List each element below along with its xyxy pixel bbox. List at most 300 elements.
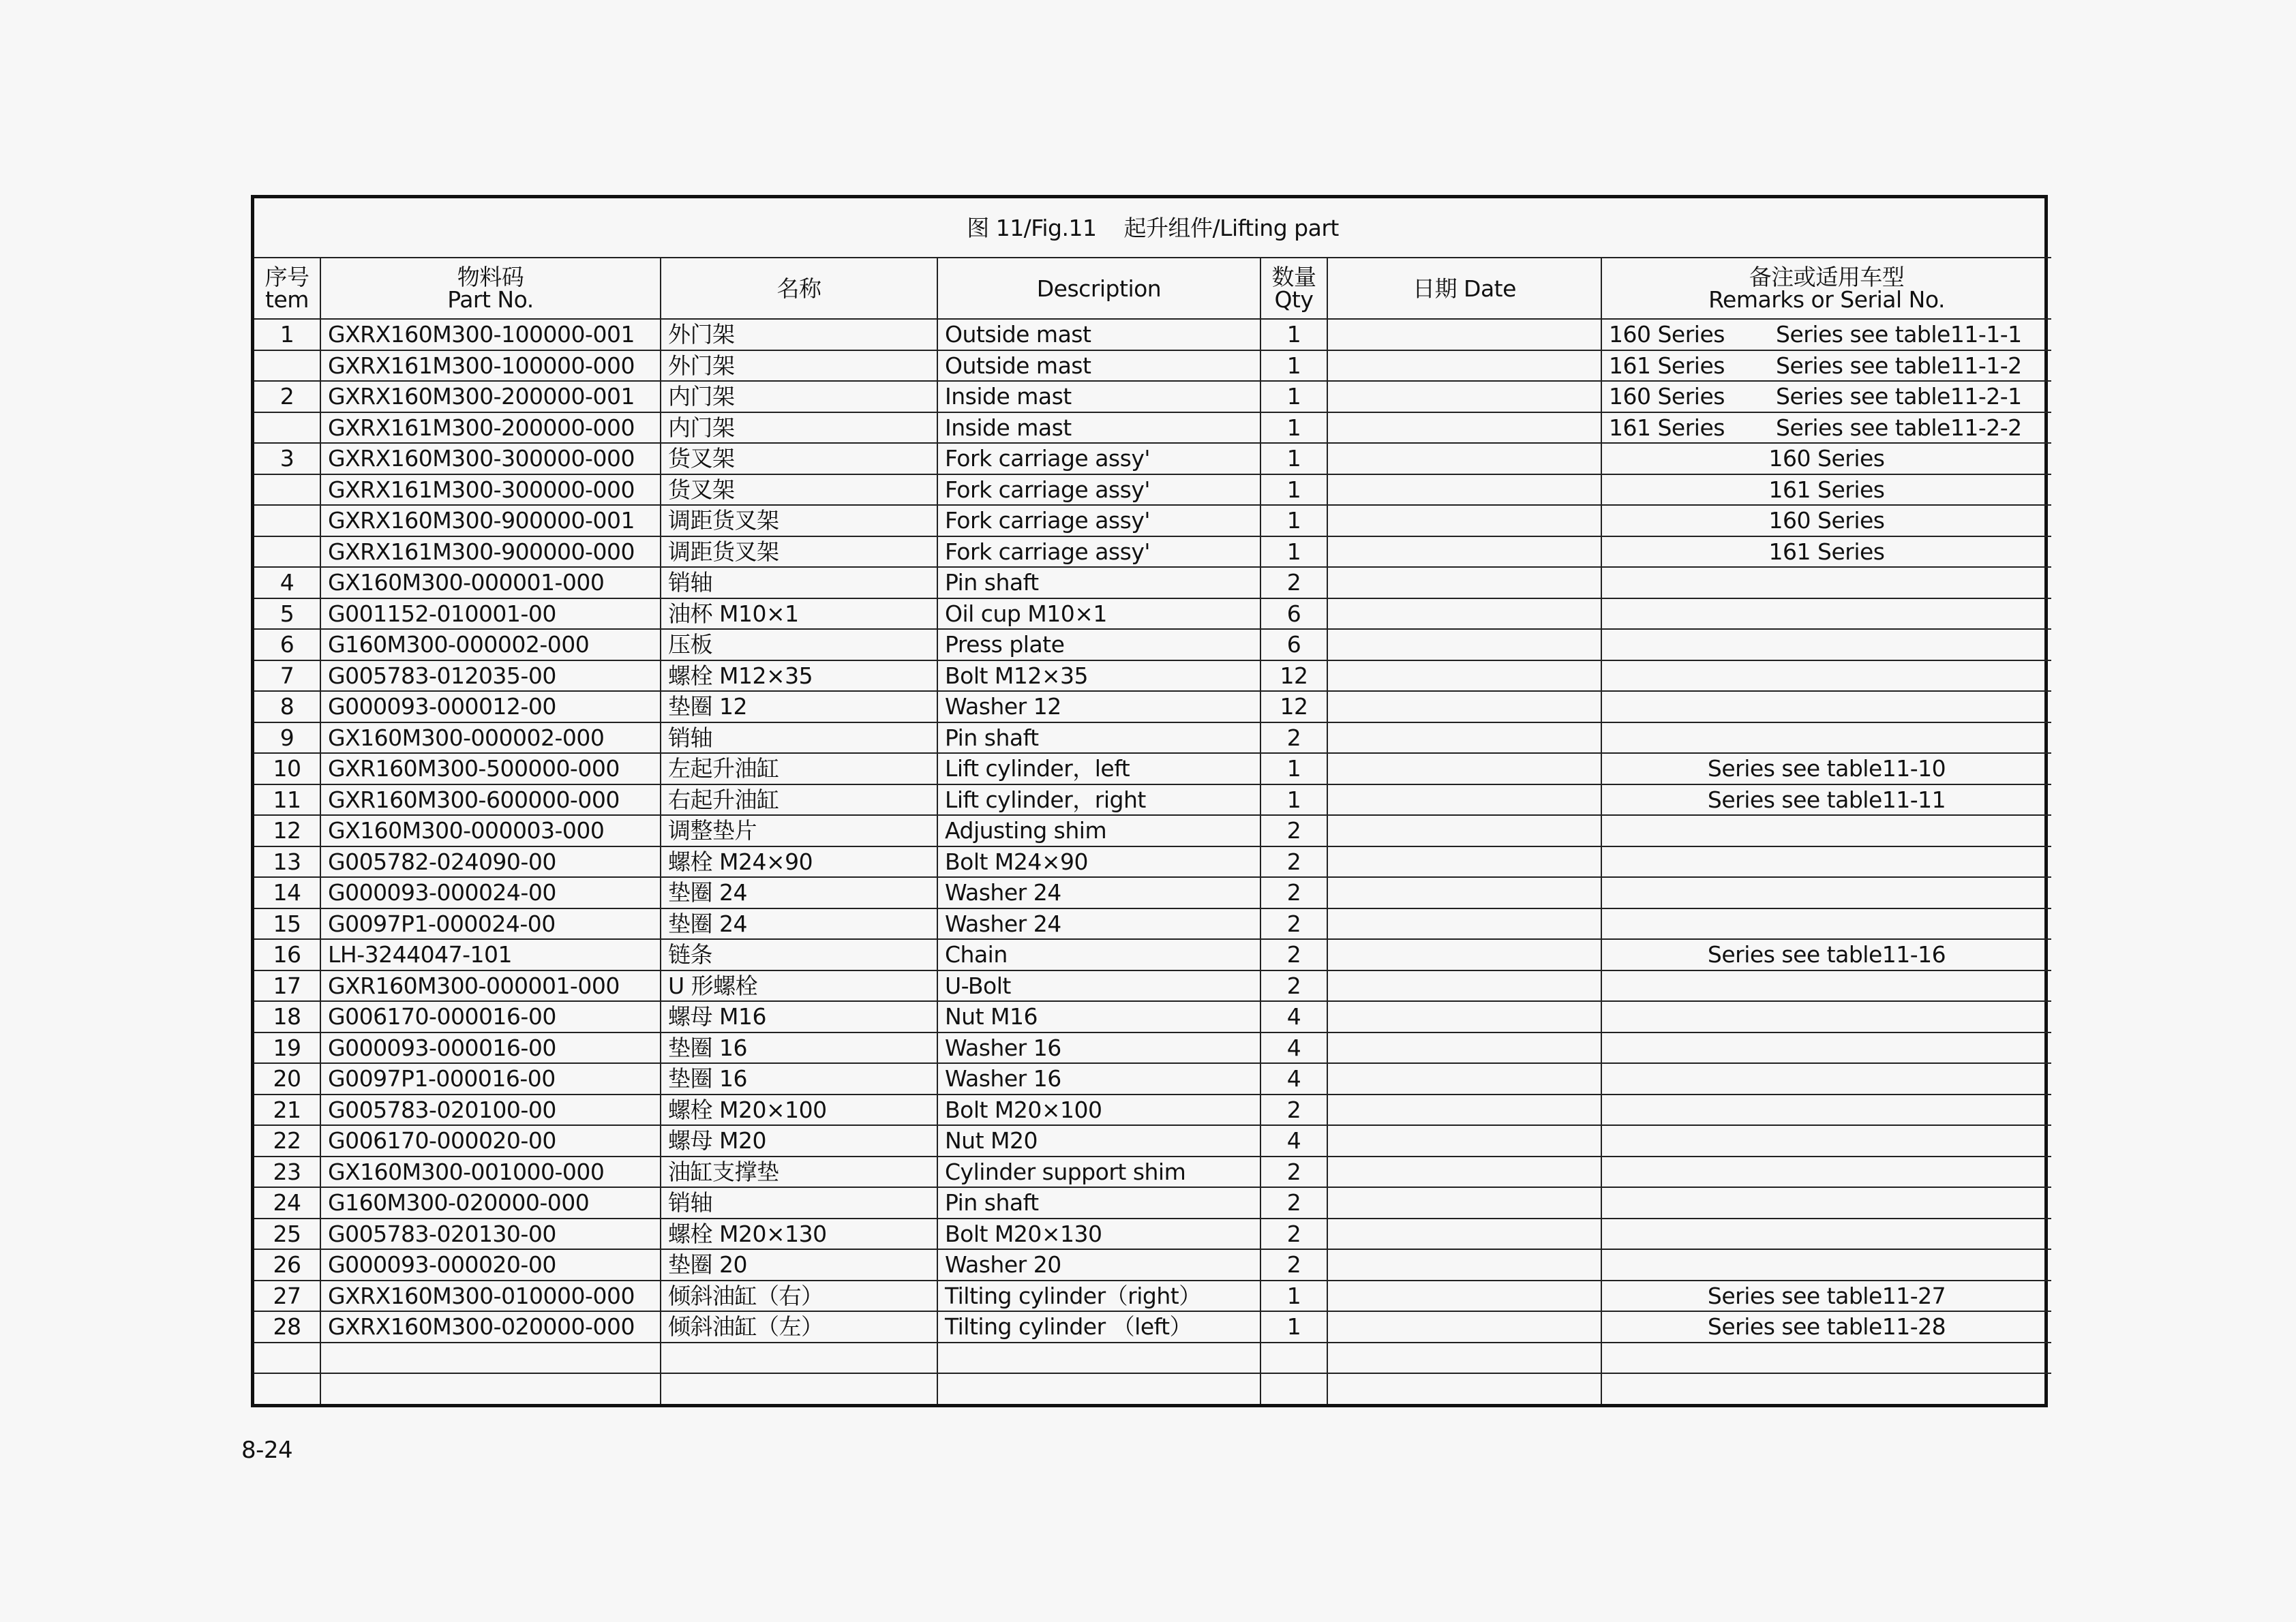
item-cell: 7 — [254, 660, 320, 692]
description-cell: Outside mast — [937, 319, 1260, 350]
name-cell: U 形螺栓 — [661, 970, 937, 1002]
description-cell: Adjusting shim — [937, 815, 1260, 846]
part-no-cell: G005783-020100-00 — [320, 1095, 661, 1126]
date-cell — [1327, 691, 1601, 722]
part-no-cell: G005783-020130-00 — [320, 1219, 661, 1250]
table-row — [254, 1343, 2051, 1374]
qty-cell: 1 — [1260, 412, 1327, 444]
date-cell — [1327, 505, 1601, 536]
name-cell: 垫圈 20 — [661, 1249, 937, 1281]
name-cell: 油缸支撑垫 — [661, 1157, 937, 1188]
date-cell — [1327, 939, 1601, 970]
item-cell — [254, 1343, 320, 1374]
item-cell — [254, 1373, 320, 1404]
item-cell: 6 — [254, 629, 320, 660]
qty-cell: 4 — [1260, 1125, 1327, 1157]
date-cell — [1327, 629, 1601, 660]
page-number: 8-24 — [241, 1437, 293, 1464]
table-row — [254, 1249, 2051, 1281]
part-no-cell: GXRX160M300-100000-001 — [320, 319, 661, 350]
date-cell — [1327, 660, 1601, 692]
remarks-cell: Series see table11-27 — [1601, 1281, 2051, 1312]
part-no-cell: G006170-000020-00 — [320, 1125, 661, 1157]
remarks-cell — [1601, 1249, 2051, 1281]
date-cell — [1327, 1157, 1601, 1188]
item-cell: 14 — [254, 877, 320, 908]
remarks-cell — [1601, 970, 2051, 1002]
part-no-cell: G000093-000016-00 — [320, 1032, 661, 1064]
remark-reference: Series see table11-1-2 — [1776, 352, 2022, 379]
name-cell: 垫圈 16 — [661, 1032, 937, 1064]
date-cell — [1327, 1095, 1601, 1126]
remarks-cell: Series see table11-11 — [1601, 784, 2051, 816]
qty-cell: 2 — [1260, 815, 1327, 846]
table-row — [254, 1032, 2051, 1064]
remarks-cell: Series see table11-28 — [1601, 1311, 2051, 1343]
item-cell: 17 — [254, 970, 320, 1002]
table-row — [254, 1157, 2051, 1188]
date-cell — [1327, 908, 1601, 940]
part-no-cell: G000093-000012-00 — [320, 691, 661, 722]
part-no-cell: GXRX161M300-200000-000 — [320, 412, 661, 444]
qty-cell: 2 — [1260, 877, 1327, 908]
name-cell: 压板 — [661, 629, 937, 660]
qty-cell — [1260, 1343, 1327, 1374]
description-cell: Lift cylinder，right — [937, 784, 1260, 816]
table-row — [254, 815, 2051, 846]
description-cell: Tilting cylinder （left） — [937, 1311, 1260, 1343]
remark-series: 161 Series — [1609, 414, 1725, 441]
remarks-cell — [1601, 1157, 2051, 1188]
column-header-row — [254, 258, 2051, 319]
header-remarks: 备注或适用车型 Remarks or Serial No. — [1601, 258, 2051, 319]
date-cell — [1327, 443, 1601, 474]
remarks-cell — [1601, 1373, 2051, 1404]
remarks-cell — [1601, 412, 2051, 444]
table-row — [254, 1187, 2051, 1219]
qty-cell: 1 — [1260, 1311, 1327, 1343]
part-no-cell: G0097P1-000024-00 — [320, 908, 661, 940]
part-no-cell: GX160M300-000002-000 — [320, 722, 661, 754]
date-cell — [1327, 474, 1601, 506]
item-cell: 5 — [254, 598, 320, 630]
name-cell: 货叉架 — [661, 474, 937, 506]
remark-reference: Series see table11-1-1 — [1776, 321, 2022, 348]
part-no-cell: G006170-000016-00 — [320, 1001, 661, 1032]
item-cell: 1 — [254, 319, 320, 350]
part-no-cell: GXRX160M300-300000-000 — [320, 443, 661, 474]
qty-cell: 2 — [1260, 1249, 1327, 1281]
remarks-cell — [1601, 691, 2051, 722]
description-cell: Inside mast — [937, 381, 1260, 412]
qty-cell: 2 — [1260, 1219, 1327, 1250]
item-cell: 18 — [254, 1001, 320, 1032]
item-cell: 13 — [254, 846, 320, 878]
description-cell: Washer 12 — [937, 691, 1260, 722]
description-cell: Outside mast — [937, 350, 1260, 382]
part-no-cell: G005782-024090-00 — [320, 846, 661, 878]
part-no-cell: GXRX161M300-300000-000 — [320, 474, 661, 506]
item-cell: 2 — [254, 381, 320, 412]
item-cell: 21 — [254, 1095, 320, 1126]
header-date: 日期 Date — [1327, 258, 1601, 319]
qty-cell: 2 — [1260, 970, 1327, 1002]
remarks-cell: 160 Series — [1601, 505, 2051, 536]
remarks-cell — [1601, 598, 2051, 630]
name-cell — [661, 1373, 937, 1404]
qty-cell: 12 — [1260, 691, 1327, 722]
remark-series: 160 Series — [1609, 383, 1725, 410]
part-no-cell: G160M300-000002-000 — [320, 629, 661, 660]
qty-cell — [1260, 1373, 1327, 1404]
qty-cell: 1 — [1260, 319, 1327, 350]
date-cell — [1327, 319, 1601, 350]
item-cell: 8 — [254, 691, 320, 722]
table-title — [254, 198, 2051, 258]
parts-table — [254, 198, 2051, 1404]
name-cell: 倾斜油缸（左） — [661, 1311, 937, 1343]
part-no-cell: GX160M300-000001-000 — [320, 567, 661, 598]
part-no-cell: GXRX160M300-020000-000 — [320, 1311, 661, 1343]
part-no-cell: GXRX161M300-900000-000 — [320, 536, 661, 568]
description-cell: Bolt M20×130 — [937, 1219, 1260, 1250]
figure-number: 图 11/Fig.11 — [967, 214, 1097, 241]
part-no-cell: GXR160M300-600000-000 — [320, 784, 661, 816]
name-cell: 货叉架 — [661, 443, 937, 474]
table-row — [254, 753, 2051, 784]
item-cell: 24 — [254, 1187, 320, 1219]
name-cell: 内门架 — [661, 381, 937, 412]
qty-cell: 2 — [1260, 939, 1327, 970]
date-cell — [1327, 412, 1601, 444]
table-row — [254, 567, 2051, 598]
name-cell: 螺栓 M12×35 — [661, 660, 937, 692]
part-no-cell: G160M300-020000-000 — [320, 1187, 661, 1219]
description-cell: Pin shaft — [937, 722, 1260, 754]
date-cell — [1327, 1063, 1601, 1095]
item-cell — [254, 474, 320, 506]
table-row — [254, 1219, 2051, 1250]
item-cell — [254, 350, 320, 382]
header-qty: 数量 Qty — [1260, 258, 1327, 319]
table-row — [254, 1311, 2051, 1343]
qty-cell: 2 — [1260, 1157, 1327, 1188]
date-cell — [1327, 1373, 1601, 1404]
description-cell: Bolt M24×90 — [937, 846, 1260, 878]
description-cell: Washer 20 — [937, 1249, 1260, 1281]
table-row — [254, 877, 2051, 908]
description-cell — [937, 1343, 1260, 1374]
qty-cell: 6 — [1260, 629, 1327, 660]
date-cell — [1327, 1001, 1601, 1032]
description-cell: U-Bolt — [937, 970, 1260, 1002]
name-cell: 调距货叉架 — [661, 536, 937, 568]
date-cell — [1327, 1219, 1601, 1250]
name-cell: 左起升油缸 — [661, 753, 937, 784]
parts-list-sheet — [251, 195, 2048, 1407]
description-cell: Nut M16 — [937, 1001, 1260, 1032]
table-row — [254, 908, 2051, 940]
date-cell — [1327, 1343, 1601, 1374]
date-cell — [1327, 1249, 1601, 1281]
name-cell: 右起升油缸 — [661, 784, 937, 816]
name-cell — [661, 1343, 937, 1374]
qty-cell: 6 — [1260, 598, 1327, 630]
item-cell: 23 — [254, 1157, 320, 1188]
qty-cell: 1 — [1260, 381, 1327, 412]
name-cell: 调距货叉架 — [661, 505, 937, 536]
qty-cell: 2 — [1260, 846, 1327, 878]
remarks-cell — [1601, 350, 2051, 382]
date-cell — [1327, 1125, 1601, 1157]
name-cell: 外门架 — [661, 350, 937, 382]
item-cell: 4 — [254, 567, 320, 598]
name-cell: 油杯 M10×1 — [661, 598, 937, 630]
qty-cell: 1 — [1260, 474, 1327, 506]
date-cell — [1327, 753, 1601, 784]
date-cell — [1327, 381, 1601, 412]
header-part-no: 物料码 Part No. — [320, 258, 661, 319]
date-cell — [1327, 1311, 1601, 1343]
item-cell: 28 — [254, 1311, 320, 1343]
qty-cell: 4 — [1260, 1032, 1327, 1064]
name-cell: 销轴 — [661, 567, 937, 598]
table-row — [254, 1001, 2051, 1032]
date-cell — [1327, 350, 1601, 382]
part-no-cell: GXRX161M300-100000-000 — [320, 350, 661, 382]
description-cell: Bolt M20×100 — [937, 1095, 1260, 1126]
part-no-cell: G005783-012035-00 — [320, 660, 661, 692]
item-cell — [254, 536, 320, 568]
qty-cell: 4 — [1260, 1001, 1327, 1032]
qty-cell: 1 — [1260, 1281, 1327, 1312]
part-no-cell: LH-3244047-101 — [320, 939, 661, 970]
remarks-cell: Series see table11-16 — [1601, 939, 2051, 970]
item-cell — [254, 412, 320, 444]
name-cell: 销轴 — [661, 722, 937, 754]
table-row — [254, 691, 2051, 722]
qty-cell: 12 — [1260, 660, 1327, 692]
date-cell — [1327, 846, 1601, 878]
table-row — [254, 443, 2051, 474]
part-no-cell: GX160M300-000003-000 — [320, 815, 661, 846]
item-cell: 26 — [254, 1249, 320, 1281]
table-row — [254, 474, 2051, 506]
name-cell: 内门架 — [661, 412, 937, 444]
remarks-cell — [1601, 1343, 2051, 1374]
table-row — [254, 970, 2051, 1002]
item-cell — [254, 505, 320, 536]
item-cell: 20 — [254, 1063, 320, 1095]
remarks-cell: Series see table11-10 — [1601, 753, 2051, 784]
description-cell: Washer 24 — [937, 877, 1260, 908]
date-cell — [1327, 970, 1601, 1002]
description-cell: Lift cylinder，left — [937, 753, 1260, 784]
remarks-cell — [1601, 1063, 2051, 1095]
part-no-cell: G000093-000024-00 — [320, 877, 661, 908]
name-cell: 倾斜油缸（右） — [661, 1281, 937, 1312]
table-row — [254, 536, 2051, 568]
description-cell: Cylinder support shim — [937, 1157, 1260, 1188]
table-row — [254, 412, 2051, 444]
table-row — [254, 722, 2051, 754]
figure-name: 起升组件/Lifting part — [1123, 214, 1339, 241]
remark-reference: Series see table11-2-2 — [1776, 414, 2022, 441]
table-title-row — [254, 198, 2051, 258]
part-no-cell — [320, 1373, 661, 1404]
remarks-cell — [1601, 319, 2051, 350]
description-cell: Bolt M12×35 — [937, 660, 1260, 692]
part-no-cell: GXR160M300-500000-000 — [320, 753, 661, 784]
remarks-cell — [1601, 1125, 2051, 1157]
qty-cell: 2 — [1260, 1095, 1327, 1126]
name-cell: 垫圈 16 — [661, 1063, 937, 1095]
part-no-cell: GXR160M300-000001-000 — [320, 970, 661, 1002]
item-cell: 19 — [254, 1032, 320, 1064]
date-cell — [1327, 567, 1601, 598]
name-cell: 螺母 M16 — [661, 1001, 937, 1032]
table-row — [254, 319, 2051, 350]
date-cell — [1327, 877, 1601, 908]
remarks-cell — [1601, 1219, 2051, 1250]
qty-cell: 1 — [1260, 753, 1327, 784]
description-cell: Inside mast — [937, 412, 1260, 444]
table-row — [254, 660, 2051, 692]
remarks-cell: 161 Series — [1601, 536, 2051, 568]
remark-series: 160 Series — [1609, 321, 1725, 348]
header-name: 名称 — [661, 258, 937, 319]
part-no-cell — [320, 1343, 661, 1374]
table-row — [254, 598, 2051, 630]
description-cell: Nut M20 — [937, 1125, 1260, 1157]
description-cell: Pin shaft — [937, 567, 1260, 598]
item-cell: 10 — [254, 753, 320, 784]
date-cell — [1327, 1032, 1601, 1064]
description-cell — [937, 1373, 1260, 1404]
table-row — [254, 1063, 2051, 1095]
date-cell — [1327, 598, 1601, 630]
qty-cell: 1 — [1260, 505, 1327, 536]
table-row — [254, 505, 2051, 536]
table-row — [254, 846, 2051, 878]
description-cell: Press plate — [937, 629, 1260, 660]
description-cell: Tilting cylinder（right） — [937, 1281, 1260, 1312]
part-no-cell: GXRX160M300-010000-000 — [320, 1281, 661, 1312]
part-no-cell: GXRX160M300-200000-001 — [320, 381, 661, 412]
qty-cell: 1 — [1260, 536, 1327, 568]
item-cell: 9 — [254, 722, 320, 754]
description-cell: Fork carriage assy' — [937, 474, 1260, 506]
name-cell: 垫圈 12 — [661, 691, 937, 722]
name-cell: 调整垫片 — [661, 815, 937, 846]
qty-cell: 2 — [1260, 567, 1327, 598]
table-row — [254, 629, 2051, 660]
name-cell: 销轴 — [661, 1187, 937, 1219]
item-cell: 22 — [254, 1125, 320, 1157]
name-cell: 链条 — [661, 939, 937, 970]
remarks-cell — [1601, 381, 2051, 412]
qty-cell: 1 — [1260, 350, 1327, 382]
date-cell — [1327, 536, 1601, 568]
remarks-cell — [1601, 629, 2051, 660]
remarks-cell — [1601, 908, 2051, 940]
name-cell: 螺栓 M24×90 — [661, 846, 937, 878]
description-cell: Oil cup M10×1 — [937, 598, 1260, 630]
date-cell — [1327, 1281, 1601, 1312]
description-cell: Washer 16 — [937, 1032, 1260, 1064]
header-item: 序号 tem — [254, 258, 320, 319]
part-no-cell: G001152-010001-00 — [320, 598, 661, 630]
qty-cell: 2 — [1260, 722, 1327, 754]
table-row — [254, 350, 2051, 382]
remarks-cell — [1601, 1032, 2051, 1064]
remarks-cell — [1601, 1095, 2051, 1126]
item-cell: 12 — [254, 815, 320, 846]
date-cell — [1327, 815, 1601, 846]
date-cell — [1327, 722, 1601, 754]
part-no-cell: GX160M300-001000-000 — [320, 1157, 661, 1188]
description-cell: Pin shaft — [937, 1187, 1260, 1219]
date-cell — [1327, 1187, 1601, 1219]
item-cell: 11 — [254, 784, 320, 816]
date-cell — [1327, 784, 1601, 816]
name-cell: 螺栓 M20×100 — [661, 1095, 937, 1126]
remarks-cell — [1601, 1187, 2051, 1219]
name-cell: 外门架 — [661, 319, 937, 350]
description-cell: Washer 24 — [937, 908, 1260, 940]
qty-cell: 4 — [1260, 1063, 1327, 1095]
remarks-cell: 160 Series — [1601, 443, 2051, 474]
part-no-cell: G000093-000020-00 — [320, 1249, 661, 1281]
table-row — [254, 1095, 2051, 1126]
part-no-cell: G0097P1-000016-00 — [320, 1063, 661, 1095]
remarks-cell — [1601, 1001, 2051, 1032]
description-cell: Fork carriage assy' — [937, 505, 1260, 536]
remarks-cell — [1601, 722, 2051, 754]
description-cell: Chain — [937, 939, 1260, 970]
table-row — [254, 381, 2051, 412]
item-cell: 3 — [254, 443, 320, 474]
description-cell: Washer 16 — [937, 1063, 1260, 1095]
table-row — [254, 939, 2051, 970]
remark-series: 161 Series — [1609, 352, 1725, 379]
remark-reference: Series see table11-2-1 — [1776, 383, 2022, 410]
remarks-cell: 161 Series — [1601, 474, 2051, 506]
table-row — [254, 784, 2051, 816]
qty-cell: 1 — [1260, 443, 1327, 474]
name-cell: 螺栓 M20×130 — [661, 1219, 937, 1250]
item-cell: 27 — [254, 1281, 320, 1312]
table-row — [254, 1281, 2051, 1312]
description-cell: Fork carriage assy' — [937, 536, 1260, 568]
remarks-cell — [1601, 846, 2051, 878]
qty-cell: 2 — [1260, 908, 1327, 940]
name-cell: 垫圈 24 — [661, 908, 937, 940]
header-description: Description — [937, 258, 1260, 319]
table-row — [254, 1125, 2051, 1157]
remarks-cell — [1601, 660, 2051, 692]
qty-cell: 2 — [1260, 1187, 1327, 1219]
name-cell: 螺母 M20 — [661, 1125, 937, 1157]
item-cell: 25 — [254, 1219, 320, 1250]
part-no-cell: GXRX160M300-900000-001 — [320, 505, 661, 536]
table-row — [254, 1373, 2051, 1404]
description-cell: Fork carriage assy' — [937, 443, 1260, 474]
remarks-cell — [1601, 815, 2051, 846]
qty-cell: 1 — [1260, 784, 1327, 816]
name-cell: 垫圈 24 — [661, 877, 937, 908]
item-cell: 15 — [254, 908, 320, 940]
